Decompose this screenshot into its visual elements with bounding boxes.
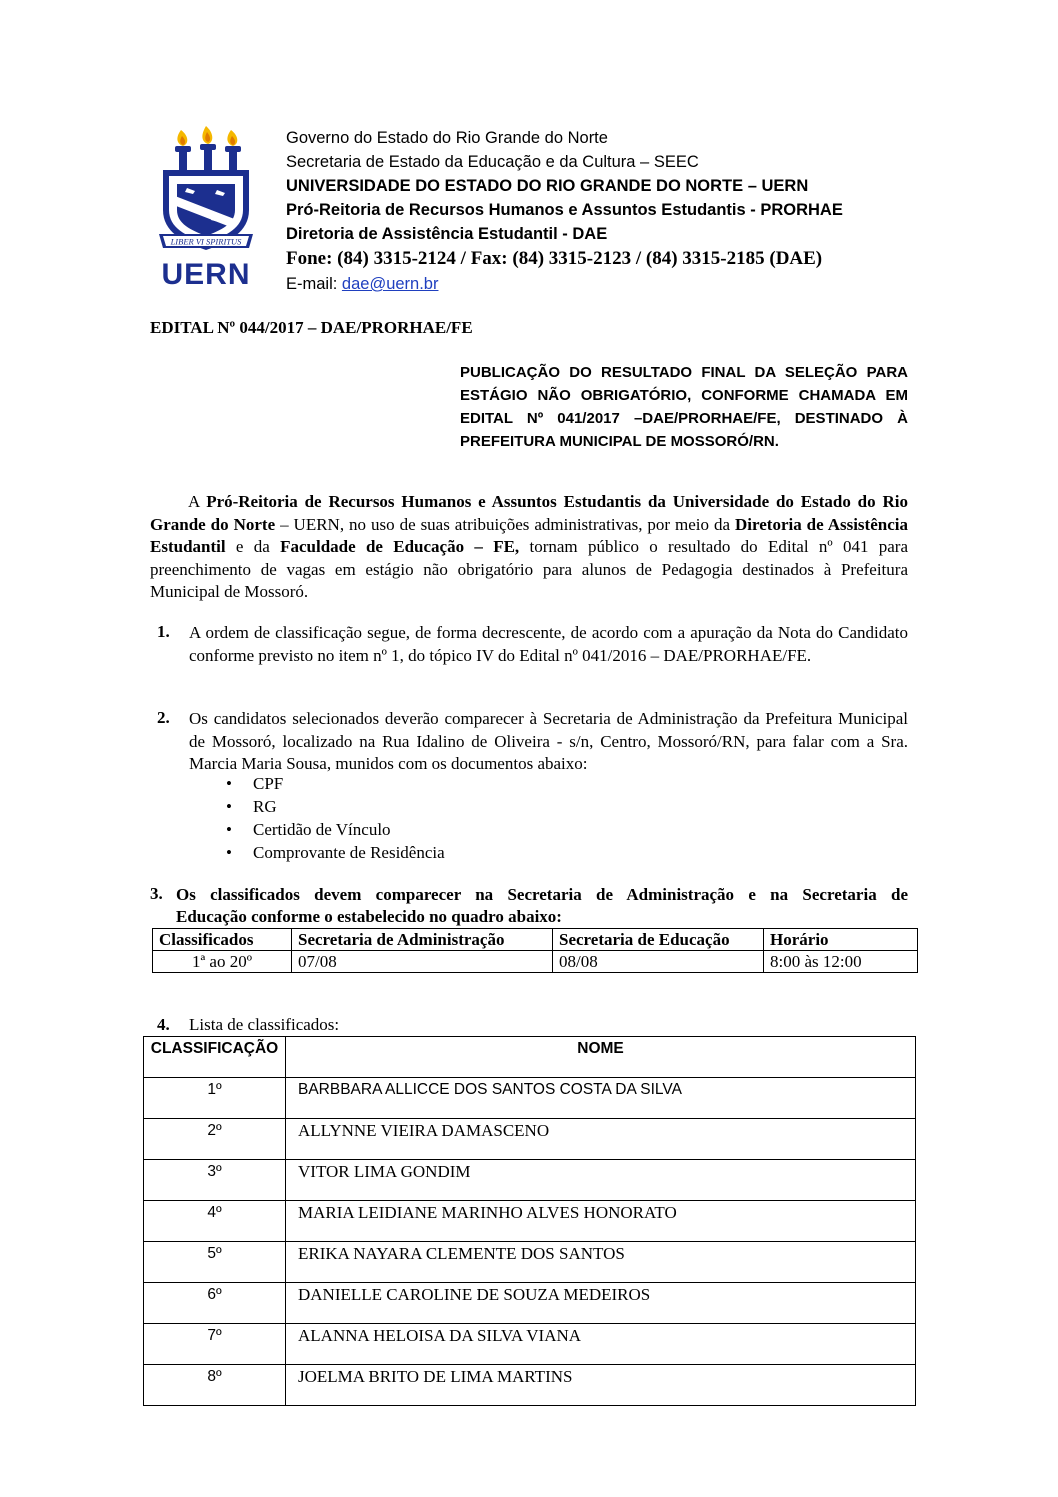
position-cell: 5º (144, 1242, 286, 1283)
name-cell: ALLYNNE VIEIRA DAMASCENO (286, 1119, 916, 1160)
table-row (144, 1201, 916, 1242)
position-cell: 2º (144, 1119, 286, 1160)
item-2-number: 2. (157, 708, 170, 727)
name-cell: BARBBARA ALLICCE DOS SANTOS COSTA DA SILVA (286, 1078, 916, 1119)
name-cell: VITOR LIMA GONDIM (286, 1160, 916, 1201)
item-4-number: 4. (157, 1015, 170, 1034)
item-1-text: A ordem de classificação segue, de forma decrescente, de acordo com a apuração da Nota do Candidato conforme previsto no item nº 1, do tópico IV do Edital nº 041/2016 – DAE/PRORHAE/FE. (189, 623, 908, 665)
position-cell: 7º (144, 1324, 286, 1365)
table-row (144, 1078, 916, 1119)
name-cell: JOELMA BRITO DE LIMA MARTINS (286, 1365, 916, 1406)
item-2-text: Os candidatos selecionados deverão comparecer à Secretaria de Administração da Prefeitura Municipal de Mossoró, localizado na Rua Idalino de Oliveira - s/n, Centro, Mossoró/RN, para falar com a Sra. Marcia Maria Sousa, munidos com os documentos abaixo: (189, 709, 908, 773)
intro-paragraph: A Pró-Reitoria de Recursos Humanos e Assuntos Estudantis da Universidade do Estado do Rio Grande do Norte – UERN, no uso de suas atribuições administrativas, por meio da Diretoria de Assistência Estudantil e da Faculdade de Educação – FE, tornam público o resultado do Edital nº 041 para preenchimento de vagas em estágio não obrigatório para alunos de Pedagogia destinados à Prefeitura Municipal de Mossoró. (150, 492, 908, 601)
document-item: • RG (226, 797, 277, 816)
item-3-text-line2: Educação conforme o estabelecido no quadro abaixo: (176, 907, 562, 926)
table-row (144, 1365, 916, 1406)
schedule-header: Classificados (153, 929, 292, 951)
header-gov: Governo do Estado do Rio Grande do Norte (286, 129, 608, 147)
bullet-icon: • (226, 774, 232, 793)
bullet-icon: • (226, 797, 232, 816)
schedule-header: Secretaria de Educação (553, 929, 764, 951)
table-row (144, 1119, 916, 1160)
schedule-header-row (153, 929, 918, 951)
svg-text:UERN: UERN (161, 258, 251, 290)
position-cell: 6º (144, 1283, 286, 1324)
header-secretaria: Secretaria de Estado da Educação e da Cultura – SEEC (286, 153, 699, 171)
table-row (144, 1324, 916, 1365)
header-phone: Fone: (84) 3315-2124 / Fax: (84) 3315-2123 / (84) 3315-2185 (DAE) (286, 248, 823, 269)
schedule-header: Secretaria de Administração (292, 929, 553, 951)
position-cell: 3º (144, 1160, 286, 1201)
svg-text:LIBER VI SPIRITUS: LIBER VI SPIRITUS (170, 236, 242, 247)
position-cell: 4º (144, 1201, 286, 1242)
schedule-row (153, 951, 918, 973)
email-label: E-mail: (286, 275, 342, 293)
position-cell: 1º (144, 1078, 286, 1119)
edital-title: EDITAL Nº 044/2017 – DAE/PRORHAE/FE (150, 318, 473, 337)
schedule-cell: 08/08 (553, 951, 764, 973)
table-row (144, 1242, 916, 1283)
header-dae: Diretoria de Assistência Estudantil - DAE (286, 225, 608, 243)
bullet-icon: • (226, 820, 232, 839)
item-1-number: 1. (157, 622, 170, 641)
document-item: • CPF (226, 774, 284, 793)
schedule-cell: 1ª ao 20º (153, 951, 292, 973)
header-university: UNIVERSIDADE DO ESTADO DO RIO GRANDE DO NORTE – UERN (286, 177, 809, 195)
name-cell: MARIA LEIDIANE MARINHO ALVES HONORATO (286, 1201, 916, 1242)
header-prorhae: Pró-Reitoria de Recursos Humanos e Assuntos Estudantis - PRORHAE (286, 201, 843, 219)
item-4-text: Lista de classificados: (189, 1015, 340, 1034)
name-cell: ERIKA NAYARA CLEMENTE DOS SANTOS (286, 1242, 916, 1283)
classified-header-name: NOME (286, 1037, 916, 1078)
uern-crest-icon (157, 124, 255, 290)
email-link[interactable]: dae@uern.br (341, 275, 439, 293)
name-cell: DANIELLE CAROLINE DE SOUZA MEDEIROS (286, 1283, 916, 1324)
item-3-number: 3. (150, 884, 163, 903)
classified-header-position: CLASSIFICAÇÃO (144, 1037, 286, 1078)
document-item: • Comprovante de Residência (226, 843, 445, 862)
table-row (144, 1160, 916, 1201)
publicacao-heading: PUBLICAÇÃO DO RESULTADO FINAL DA SELEÇÃO PARA ESTÁGIO NÃO OBRIGATÓRIO, CONFORME CHAMADA EM EDITAL Nº 041/2017 –DAE/PRORHAE/FE, DESTINADO À PREFEITURA MUNICIPAL DE MOSSORÓ/RN. (460, 364, 908, 450)
uern-logo (157, 124, 255, 290)
position-cell: 8º (144, 1365, 286, 1406)
header-email (286, 273, 438, 296)
classified-table (143, 1036, 916, 1406)
document-item: • Certidão de Vínculo (226, 820, 391, 839)
schedule-header: Horário (764, 929, 918, 951)
classified-header-row (144, 1037, 916, 1078)
schedule-cell: 8:00 às 12:00 (764, 951, 918, 973)
name-cell: ALANNA HELOISA DA SILVA VIANA (286, 1324, 916, 1365)
schedule-cell: 07/08 (292, 951, 553, 973)
item-3-text-line1: Os classificados devem comparecer na Secretaria de Administração e na Secretaria de (176, 885, 908, 904)
bullet-icon: • (226, 843, 232, 862)
table-row (144, 1283, 916, 1324)
schedule-table (152, 928, 918, 973)
